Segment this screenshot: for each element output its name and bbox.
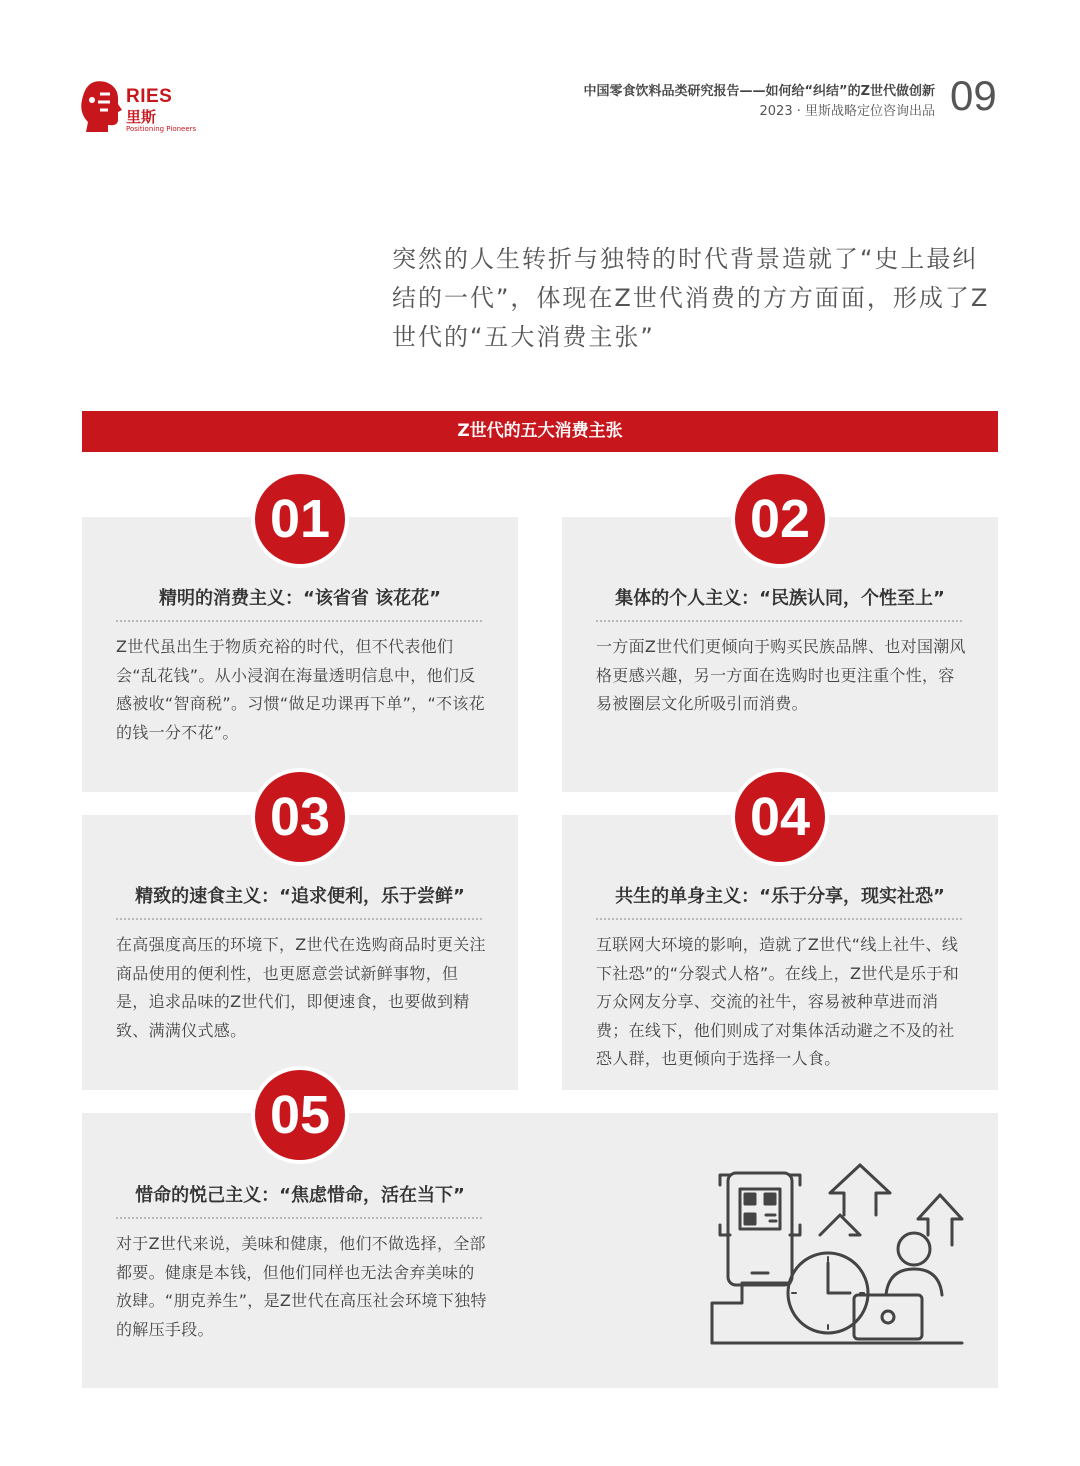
report-title: 中国零食饮料品类研究报告——如何给“纠结”的Z世代做创新 — [583, 84, 935, 99]
dotted-divider — [596, 620, 962, 622]
card-title: 惜命的悦己主义：“焦虑惜命，活在当下” — [135, 1185, 465, 1206]
card-body: 一方面Z世代们更倾向于购买民族品牌、也对国潮风格更感兴趣，另一方面在选购时也更注重个性，容易被圈层文化所吸引而消费。 — [596, 637, 966, 713]
card-number-badge: 04 — [731, 768, 829, 866]
logo-tagline: Positioning Pioneers — [126, 125, 197, 133]
card-number-badge: 03 — [251, 768, 349, 866]
page-number: 09 — [950, 72, 997, 119]
logo-head-icon — [80, 80, 124, 134]
up-arrow-icon — [820, 1165, 962, 1245]
section-banner: Z世代的五大消费主张 — [82, 411, 998, 452]
card-title: 共生的单身主义：“乐于分享，现实社恐” — [615, 886, 945, 907]
card-title: 集体的个人主义：“民族认同，个性至上” — [615, 588, 945, 609]
card-body: 互联网大环境的影响，造就了Z世代“线上社牛、线下社恐”的“分裂式人格”。在线上，Z世代是乐于和万众网友分享、交流的社牛，容易被种草进而消费；在线下，他们则成了对集体活动避之不及的社恐人群，也更倾向于选择一人食。 — [596, 935, 960, 1068]
laptop-icon — [854, 1295, 922, 1339]
clock-icon — [788, 1253, 868, 1333]
card-number-badge: 02 — [731, 470, 829, 568]
card-body: 在高强度高压的环境下，Z世代在选购商品时更关注商品使用的便利性，也更愿意尝试新鲜事物，但是，追求品味的Z世代们，即便速食，也要做到精致、满满仪式感。 — [116, 935, 486, 1040]
card-number-badge: 05 — [251, 1066, 349, 1164]
dotted-divider — [116, 918, 482, 920]
phone-qr-icon — [720, 1173, 800, 1285]
dotted-divider — [116, 1217, 482, 1219]
card-title: 精明的消费主义：“该省省 该花花” — [159, 588, 441, 609]
card-body: 对于Z世代来说，美味和健康，他们不做选择，全部都要。健康是本钱，但他们同样也无法舍弃美味的放肆。“朋克养生”，是Z世代在高压社会环境下独特的解压手段。 — [116, 1234, 487, 1339]
lifestyle-illustration — [700, 1145, 972, 1355]
card-body: Z世代虽出生于物质充裕的时代，但不代表他们会“乱花钱”。从小浸润在海量透明信息中，他们反感被收“智商税”。习惯“做足功课再下单”，“不该花的钱一分不花”。 — [116, 637, 485, 742]
dotted-divider — [116, 620, 482, 622]
ries-logo — [80, 80, 200, 136]
card-number-badge: 01 — [251, 470, 349, 568]
card-title: 精致的速食主义：“追求便利，乐于尝鲜” — [135, 886, 465, 907]
intro-text: 突然的人生转折与独特的时代背景造就了“史上最纠结的一代”，体现在Z世代消费的方方面面，形成了Z世代的“五大消费主张” — [392, 245, 990, 351]
logo-chinese: 里斯 — [126, 108, 157, 126]
person-icon — [886, 1233, 942, 1295]
dotted-divider — [596, 918, 962, 920]
report-subtitle: 2023 · 里斯战略定位咨询出品 — [759, 104, 935, 119]
logo-text: RIES — [126, 86, 173, 107]
